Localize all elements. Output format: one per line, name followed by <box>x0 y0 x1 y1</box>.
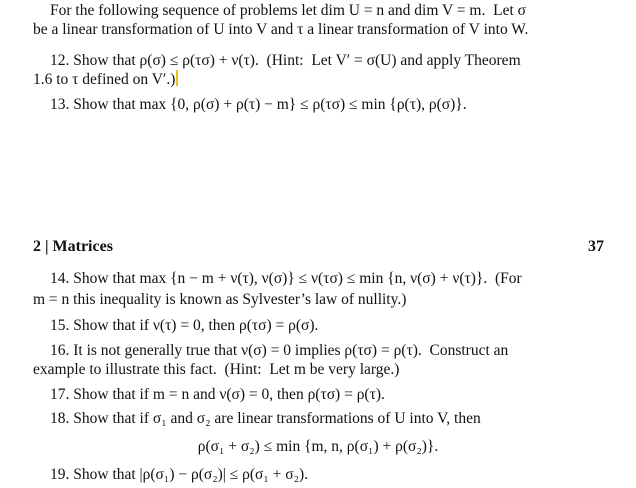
intro-line-1: For the following sequence of problems let dim U = n and dim V = m. Let σ <box>50 2 526 19</box>
problem-17-line-1: 17. Show that if m = n and ν(σ) = 0, then ρ(τσ) = ρ(τ). <box>50 386 385 403</box>
problem-13-line-1: 13. Show that max {0, ρ(σ) + ρ(τ) − m} ≤ ρ(τσ) ≤ min {ρ(τ), ρ(σ)}. <box>50 96 467 113</box>
problem-12-line-2-text: 1.6 to τ defined on V′.) <box>33 71 176 88</box>
problem-12-line-2 <box>33 70 178 89</box>
problem-18-line-1: 18. Show that if σ₁ and σ₂ are linear transformations of U into V, then <box>50 410 481 427</box>
problem-14-line-1: 14. Show that max {n − m + ν(τ), ν(σ)} ≤ ν(τσ) ≤ min {n, ν(σ) + ν(τ)}. (For <box>50 270 522 287</box>
problem-19-line-1: 19. Show that |ρ(σ₁) − ρ(σ₂)| ≤ ρ(σ₁ + σ₂). <box>50 466 309 483</box>
running-header-page-number: 37 <box>588 238 604 255</box>
text-cursor <box>176 70 178 86</box>
problem-14-line-2: m = n this inequality is known as Sylvester’s law of nullity.) <box>33 291 407 308</box>
problem-18-display-inequality: ρ(σ₁ + σ₂) ≤ min {m, n, ρ(σ₁) + ρ(σ₂)}. <box>197 438 439 455</box>
problem-16-line-2: example to illustrate this fact. (Hint: Let m be very large.) <box>33 361 400 378</box>
problem-16-line-1: 16. It is not generally true that ν(σ) = 0 implies ρ(τσ) = ρ(τ). Construct an <box>50 342 509 359</box>
problem-12-line-1: 12. Show that ρ(σ) ≤ ρ(τσ) + ν(τ). (Hint: Let V′ = σ(U) and apply Theorem <box>50 52 521 69</box>
running-header-chapter: 2 | Matrices <box>33 238 113 255</box>
problem-15-line-1: 15. Show that if ν(τ) = 0, then ρ(τσ) = ρ(σ). <box>50 317 319 334</box>
intro-line-2: be a linear transformation of U into V and τ a linear transformation of V into W. <box>33 21 529 38</box>
